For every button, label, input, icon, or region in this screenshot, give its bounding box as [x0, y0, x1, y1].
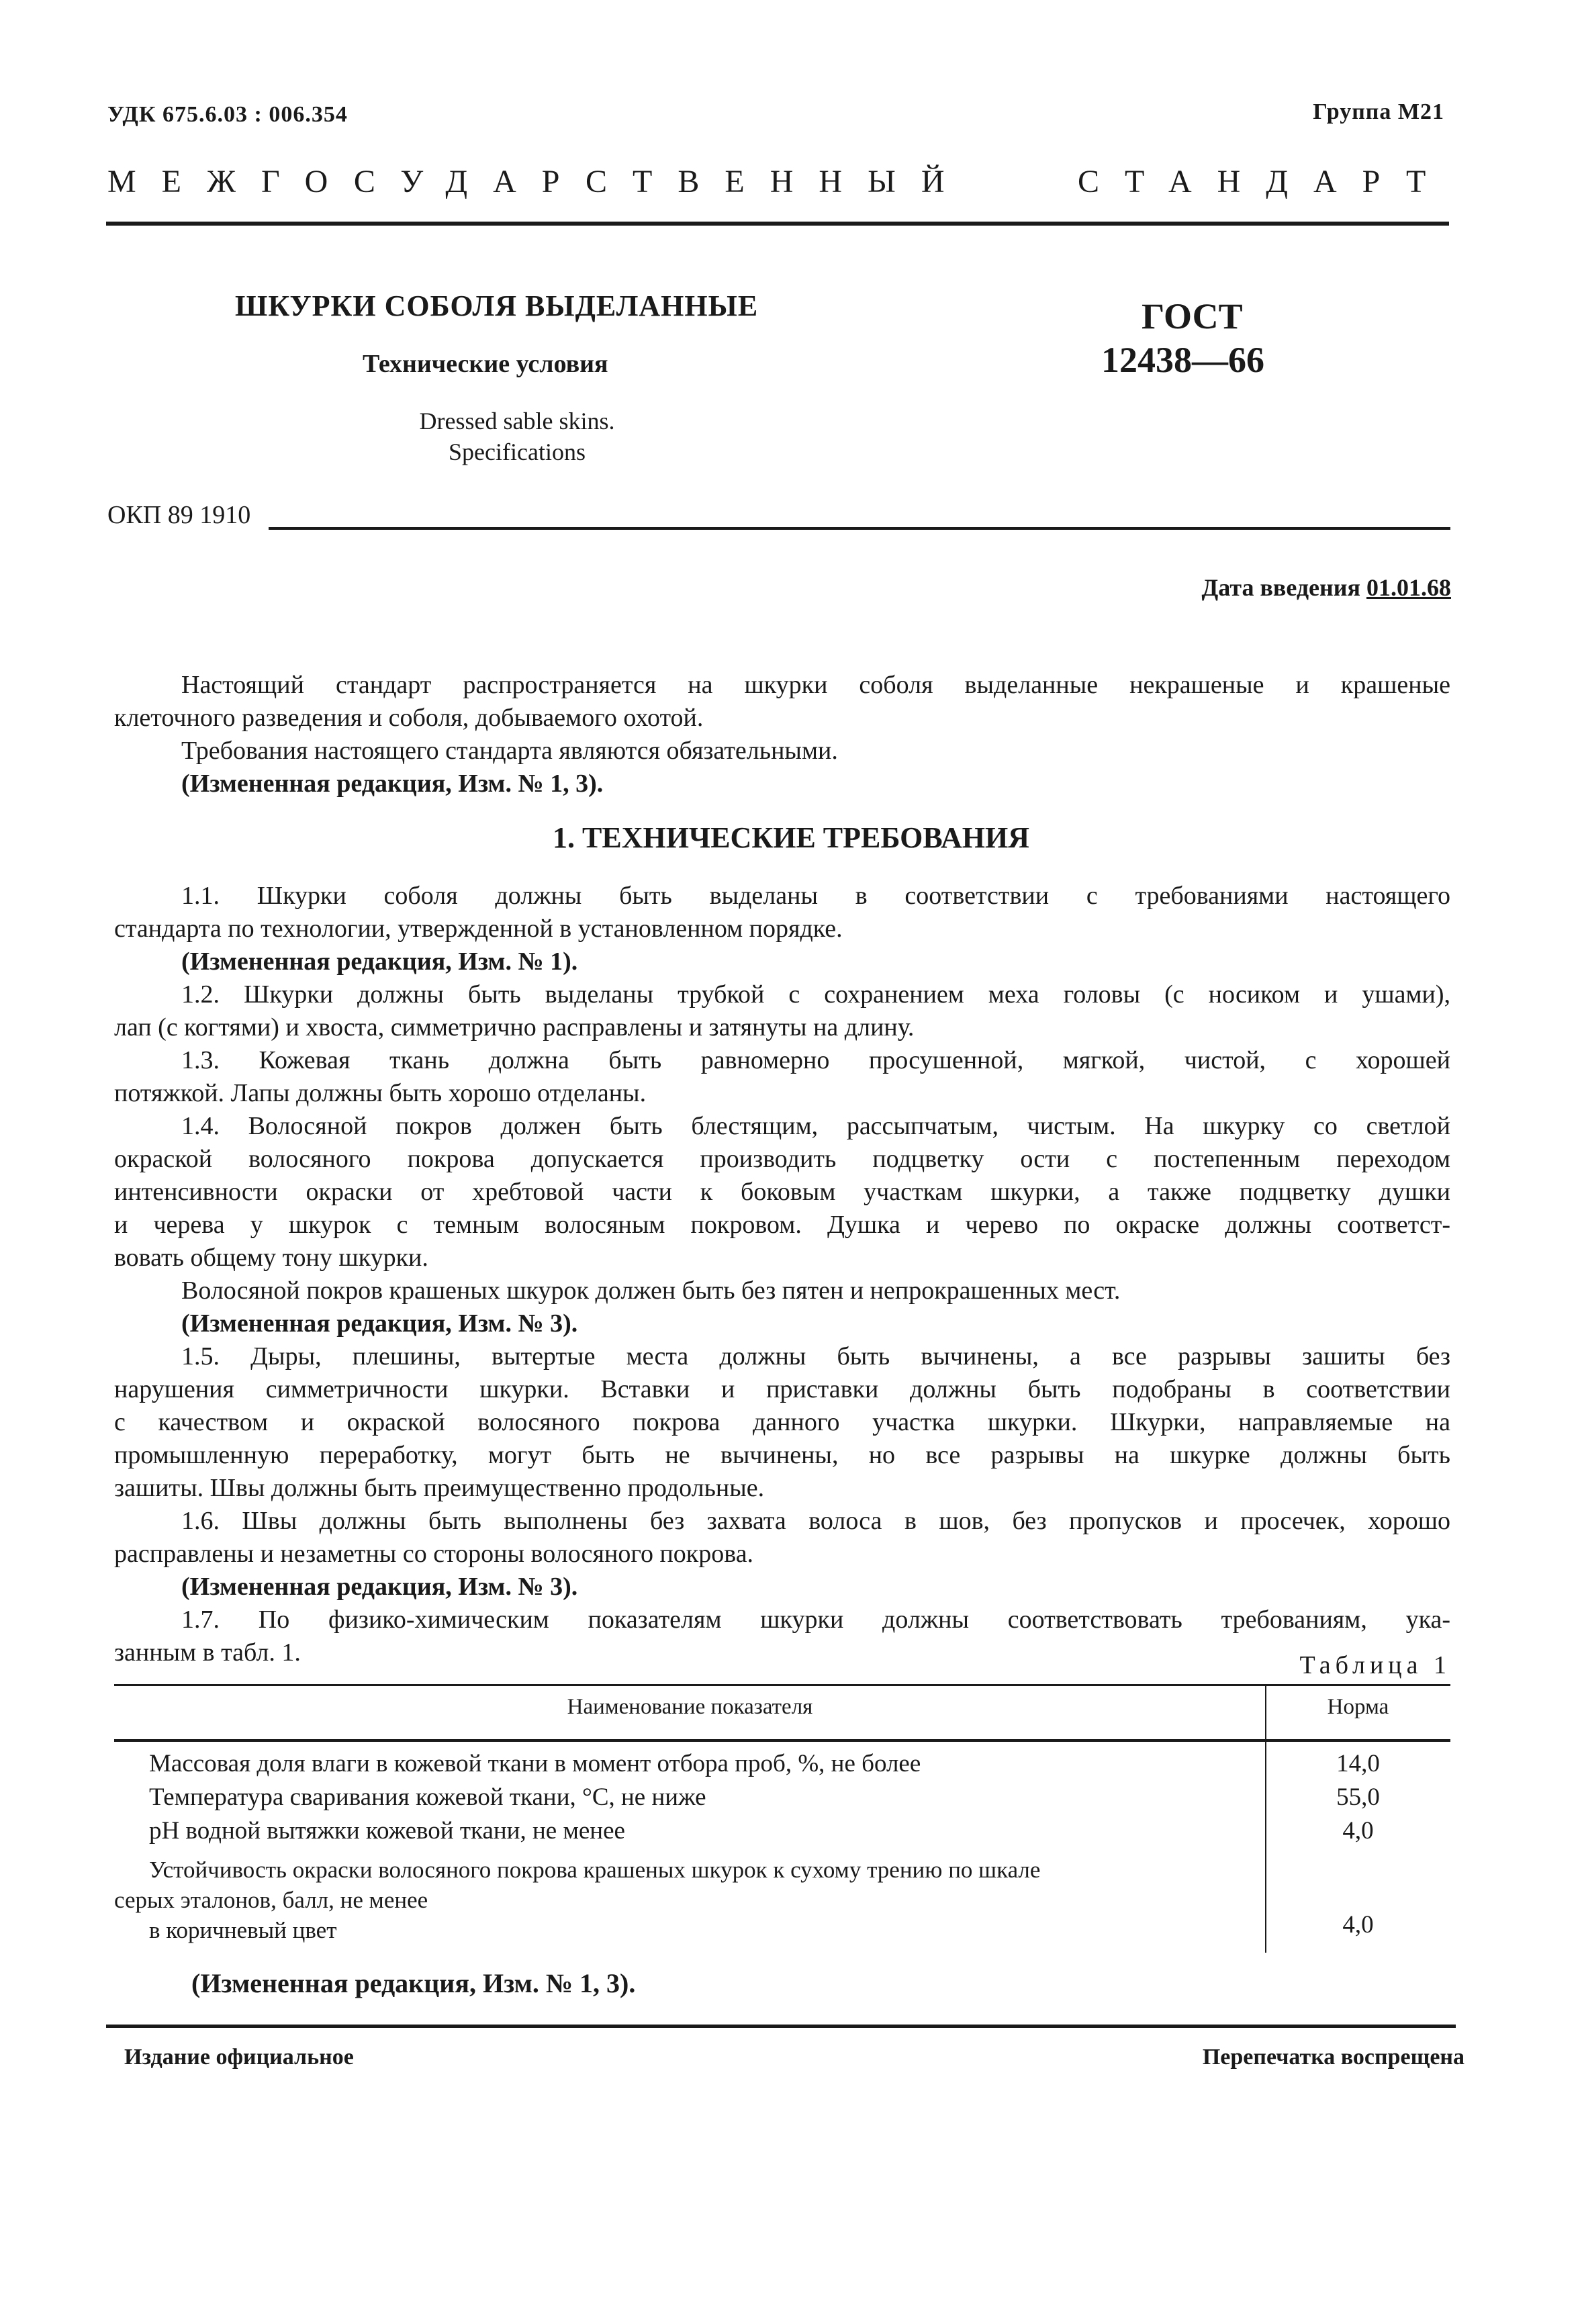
intro-p1-line1: Настоящий стандарт распространяется на шкурки соболя выделанные некрашеные и крашеные [181, 671, 1450, 699]
item-1-4-amendment: (Измененная редакция, Изм. № 3). [181, 1309, 578, 1338]
item-1-1-line1: 1.1. Шкурки соболя должны быть выделаны в соответствии с требованиями настоящего [181, 882, 1450, 910]
item-1-5-line2: нарушения симметричности шкурки. Вставки и приставки должны быть подобраны в соответствии [114, 1375, 1450, 1403]
item-1-5-line5: зашиты. Швы должны быть преимущественно продольные. [114, 1474, 765, 1502]
english-title-line1: Dressed sable skins. [419, 408, 615, 434]
item-1-4-line2: окраской волосяного покрова допускается производить подцветку ости с постепенным переходом [114, 1145, 1450, 1173]
item-1-4-line3: интенсивности окраски от хребтовой части к боковым участкам шкурки, а также подцветку душки [114, 1178, 1450, 1206]
table-top-rule [114, 1684, 1450, 1686]
english-title-line2: Specifications [449, 438, 586, 465]
intro-date-value: 01.01.68 [1366, 574, 1451, 601]
item-1-1-amendment: (Измененная редакция, Изм. № 1). [181, 947, 578, 976]
banner-interstate: МЕЖГОСУДАРСТВЕННЫЙ [107, 164, 970, 199]
table-row-2-norm: 55,0 [1336, 1783, 1380, 1811]
item-1-4-line1: 1.4. Волосяной покров должен быть блестящим, рассыпчатым, чистым. На шкурку со светлой [181, 1112, 1450, 1140]
item-1-2-line1: 1.2. Шкурки должны быть выделаны трубкой с сохранением меха головы (с носиком и ушами), [181, 980, 1450, 1009]
item-1-6-line2: расправлены и незаметны со стороны волосяного покрова. [114, 1540, 754, 1568]
document-subtitle: Технические условия [363, 350, 608, 378]
table-row-4-name-line2: серых эталонов, балл, не менее [114, 1887, 428, 1913]
item-1-4-line4: и черева у шкурок с темным волосяным покровом. Душка и черево по окраске должны соответст- [114, 1211, 1450, 1239]
intro-amendment: (Измененная редакция, Изм. № 1, 3). [181, 770, 604, 798]
table-row-3-norm: 4,0 [1342, 1817, 1374, 1845]
banner-standard: СТАНДАРТ [1078, 164, 1452, 199]
item-1-7-line2: занным в табл. 1. [114, 1638, 301, 1667]
table-row-3-name: pH водной вытяжки кожевой ткани, не менее [149, 1817, 625, 1845]
item-1-1-line2: стандарта по технологии, утвержденной в установленном порядке. [114, 915, 843, 943]
table-header-norm: Норма [1327, 1695, 1389, 1719]
section1-body [114, 880, 1450, 1669]
table-row-4-name-line3: в коричневый цвет [149, 1917, 337, 1943]
item-1-4-paragraph2: Волосяной покров крашеных шкурок должен быть без пятен и непрокрашенных мест. [181, 1276, 1121, 1305]
table-caption: Таблица 1 [1299, 1651, 1451, 1679]
item-1-6-amendment: (Измененная редакция, Изм. № 3). [181, 1573, 578, 1601]
group-code: Группа М21 [1313, 99, 1444, 124]
intro-date-label: Дата введения [1201, 574, 1360, 601]
gost-label: ГОСТ [1142, 296, 1243, 336]
item-1-7-line1: 1.7. По физико-химическим показателям шкурки должны соответствовать требованиям, ука- [181, 1606, 1450, 1634]
table-row-4-norm: 4,0 [1342, 1911, 1374, 1939]
gost-number: 12438—66 [1101, 340, 1264, 380]
document-title: ШКУРКИ СОБОЛЯ ВЫДЕЛАННЫЕ [235, 289, 759, 322]
table-header-name: Наименование показателя [567, 1695, 813, 1719]
title-rule [269, 527, 1450, 530]
intro-date [1202, 573, 1452, 602]
table-row-4-name-line1: Устойчивость окраски волосяного покрова крашеных шкурок к сухому трению по шкале [149, 1857, 1041, 1883]
footer-rule [106, 2025, 1456, 2028]
footer-reprint-prohibited: Перепечатка воспрещена [1202, 2045, 1464, 2070]
table-row-2-name: Температура сваривания кожевой ткани, °С, не ниже [149, 1783, 706, 1811]
item-1-6-line1: 1.6. Швы должны быть выполнены без захвата волоса в шов, без пропусков и просечек, хорошо [181, 1507, 1450, 1535]
footer-official-edition: Издание официальное [124, 2045, 354, 2070]
table-row-1-norm: 14,0 [1336, 1750, 1380, 1777]
table-amendment: (Измененная редакция, Изм. № 1, 3). [191, 1968, 636, 1998]
item-1-5-line4: промышленную переработку, могут быть не вычинены, но все разрывы на шкурке должны быть [114, 1441, 1450, 1469]
item-1-5-line1: 1.5. Дыры, плешины, вытертые места должны быть вычинены, а все разрывы зашиты без [181, 1342, 1450, 1370]
table-header-rule [114, 1739, 1450, 1742]
table-row-1-name: Массовая доля влаги в кожевой ткани в момент отбора проб, %, не более [149, 1750, 921, 1777]
intro-p2: Требования настоящего стандарта являются обязательными. [181, 737, 838, 765]
item-1-3-line1: 1.3. Кожевая ткань должна быть равномерно просушенной, мягкой, чистой, с хорошей [181, 1046, 1450, 1074]
okp-code: ОКП 89 1910 [107, 501, 251, 529]
section-heading: 1. ТЕХНИЧЕСКИЕ ТРЕБОВАНИЯ [553, 821, 1029, 854]
udk-code: УДК 675.6.03 : 006.354 [107, 102, 348, 127]
intro-p1-line2: клеточного разведения и соболя, добываемого охотой. [114, 704, 704, 732]
item-1-4-line5: вовать общему тону шкурки. [114, 1244, 428, 1272]
item-1-3-line2: потяжкой. Лапы должны быть хорошо отделаны. [114, 1079, 647, 1107]
header-rule [106, 222, 1449, 226]
item-1-5-line3: с качеством и окраской волосяного покрова данного участка шкурки. Шкурки, направляемые на [114, 1408, 1450, 1436]
intro-paragraph-1 [114, 669, 1450, 800]
item-1-2-line2: лап (с когтями) и хвоста, симметрично расправлены и затянуты на длину. [114, 1013, 915, 1041]
